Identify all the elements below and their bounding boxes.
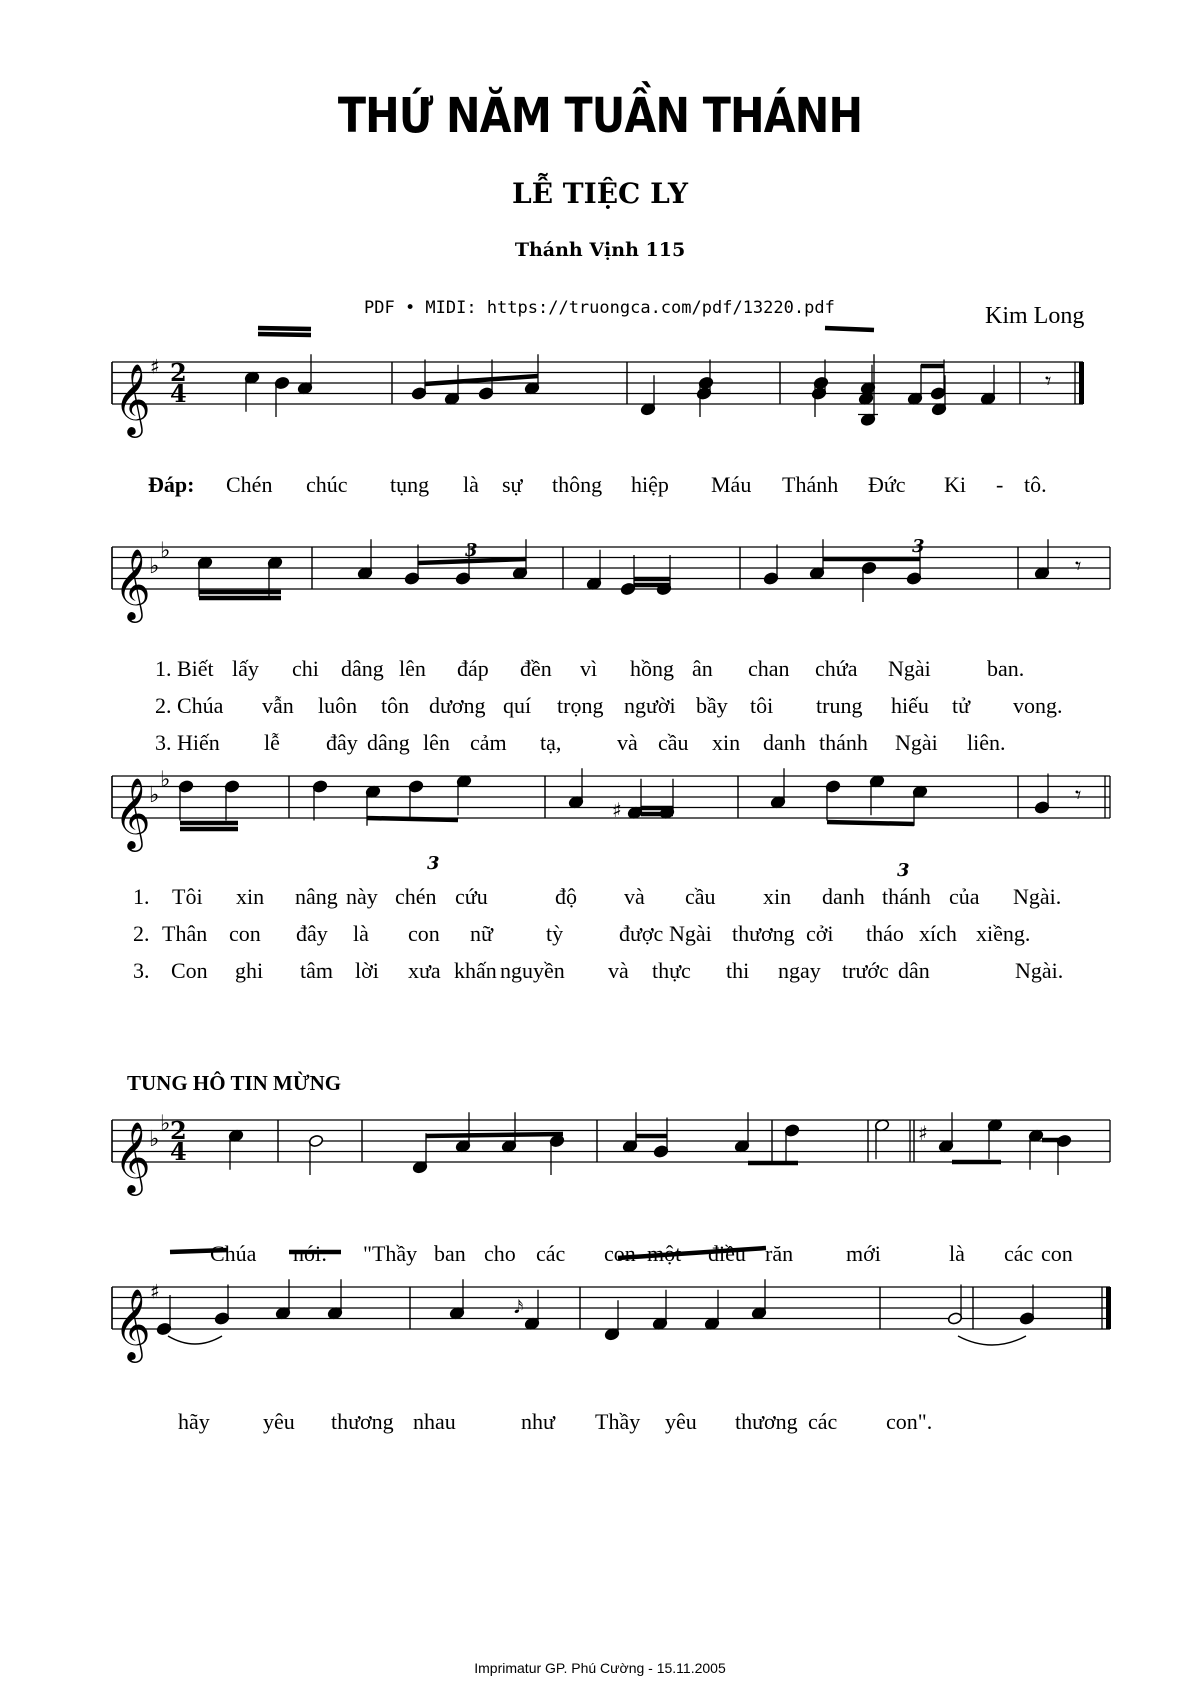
verse-b-syllable: xưa [408, 958, 441, 983]
triplet-mark: 3 [897, 860, 910, 881]
verse-a-syllable: trung [816, 693, 863, 718]
final-bar [1106, 1287, 1111, 1329]
acclamation-syllable: con [604, 1241, 636, 1266]
key-flat: ♭ [160, 1111, 171, 1137]
verse-a-syllable: người [624, 693, 676, 718]
response-syllable: Chén [226, 472, 273, 497]
verse-a-syllable: Ngài [895, 730, 938, 755]
verse-b-syllable: nguyền [500, 958, 565, 983]
eighth-rest: 𝄾 [1075, 781, 1082, 809]
verse-b-syllable: xin [236, 884, 265, 909]
key-sharp: ♯ [150, 1279, 160, 1304]
verse-a-syllable: quí [503, 693, 532, 718]
triplet-mark: 3 [427, 853, 440, 874]
verse-b-syllable: khấn [454, 958, 497, 983]
verse-b-syllable: lời [355, 958, 379, 983]
response-syllable: Đức [868, 472, 906, 497]
verse-a-syllable: luôn [318, 693, 358, 718]
verse-a-syllable: ban. [987, 656, 1025, 681]
acclamation-syllable: nói: [293, 1241, 328, 1266]
key-flat: ♭ [160, 767, 171, 793]
time-signature: 4 [170, 379, 187, 408]
response-syllable: là [463, 472, 479, 497]
verse-b-syllable: con [229, 921, 261, 946]
acclamation-syllable: thương [735, 1409, 798, 1434]
verse-b-syllable: cầu [685, 884, 716, 909]
verse-b-syllable: dân [898, 958, 930, 983]
acclamation-syllable: mới [846, 1241, 881, 1266]
key-sharp: ♯ [150, 354, 160, 379]
verse-a-syllable: tạ, [540, 730, 562, 755]
verse-b-syllable: Ngài [669, 921, 712, 946]
acclamation-syllable: một [647, 1241, 682, 1266]
verse-a-syllable: hồng [630, 656, 674, 681]
acclamation-syllable: điều [708, 1241, 746, 1266]
verse-b-syllable: chén [395, 884, 437, 909]
verse-b-syllable: xích [919, 921, 957, 946]
key-flat: ♭ [160, 538, 171, 564]
response-syllable: thông [552, 472, 603, 497]
verse-b-syllable: Thân [162, 921, 208, 946]
verse-b-syllable: 2. [133, 921, 150, 946]
verse-b-syllable: ghi [235, 958, 264, 983]
acclamation-syllable: hãy [178, 1409, 210, 1434]
verse-b-syllable: 3. [133, 958, 150, 983]
verse-a-syllable: 3. Hiến [155, 730, 220, 755]
verse-a-syllable: ân [692, 656, 713, 681]
note-beam [825, 328, 874, 330]
acclamation-syllable: ban [434, 1241, 466, 1266]
verse-b-syllable: danh [822, 884, 865, 909]
verse-b-syllable: ngay [778, 958, 821, 983]
verse-a-syllable: tôi [750, 693, 774, 718]
verse-a-syllable: tôn [381, 693, 410, 718]
verse-b-syllable: nữ [470, 921, 493, 946]
acclamation-syllable: răn [765, 1241, 794, 1266]
treble-clef-icon: 𝄞 [114, 1287, 151, 1360]
verse-b-syllable: trước [842, 958, 889, 983]
verse-b-syllable: tỳ [546, 921, 564, 946]
composer-name: Kim Long [985, 303, 1085, 329]
verse-b-syllable: tháo [866, 921, 904, 946]
response-syllable: Ki [944, 472, 966, 497]
verse-a-syllable: đây [326, 730, 358, 755]
verse-b-syllable: Tôi [172, 884, 203, 909]
verse-b-syllable: cởi [806, 921, 834, 946]
verse-a-syllable: chứa [815, 656, 858, 681]
key-flat: ♭ [149, 1127, 160, 1152]
treble-clef-icon: 𝄞 [114, 547, 151, 620]
verse-a-syllable: dâng [367, 730, 410, 755]
song-subtitle: LỄ TIỆC LY [512, 177, 688, 210]
verse-a-syllable: cảm [470, 730, 507, 755]
verse-b-syllable: độ [555, 884, 577, 909]
verse-b-syllable: và [624, 884, 645, 909]
acclamation-syllable: nhau [413, 1409, 456, 1434]
acclamation-heading: TUNG HÔ TIN MỪNG [127, 1071, 342, 1095]
verse-a-syllable: đền [520, 656, 552, 681]
verse-a-syllable: 2. Chúa [155, 693, 224, 718]
acclamation-syllable: Thầy [595, 1409, 641, 1434]
verse-a-syllable: dương [429, 693, 486, 718]
song-title: THỨ NĂM TUẦN THÁNH [337, 88, 863, 144]
verse-b-syllable: là [353, 921, 369, 946]
verse-a-syllable: xin [712, 730, 741, 755]
acclamation-syllable: các [1004, 1241, 1034, 1266]
response-syllable: hiệp [631, 472, 669, 497]
acclamation-syllable: các [536, 1241, 566, 1266]
acclamation-syllable: con". [886, 1409, 933, 1434]
acclamation-syllable: là [949, 1241, 965, 1266]
note-beam [426, 1134, 563, 1136]
verse-b-syllable: và [608, 958, 629, 983]
response-syllable: tụng [390, 472, 430, 497]
time-signature: 2 [170, 1116, 187, 1145]
acclamation-syllable: như [521, 1409, 555, 1434]
response-label: Đáp: [148, 472, 195, 497]
verse-b-syllable: được [619, 921, 664, 946]
accidental-sharp: ♯ [612, 798, 622, 822]
verse-a-syllable: vẫn [262, 693, 294, 718]
acclamation-syllable: thương [331, 1409, 394, 1434]
verse-b-syllable: Con [171, 958, 208, 983]
acclamation-syllable: cho [484, 1241, 516, 1266]
verse-a-syllable: liên. [967, 730, 1006, 755]
verse-a-syllable: chi [292, 656, 319, 681]
verse-b-syllable: cứu [455, 884, 488, 909]
verse-b-syllable: 1. [133, 884, 150, 909]
triplet-mark: 3 [465, 540, 478, 561]
note-beam [827, 822, 914, 824]
verse-b-syllable: này [346, 884, 378, 909]
treble-clef-icon: 𝄞 [114, 776, 151, 849]
verse-a-syllable: bầy [696, 693, 728, 718]
verse-b-syllable: tâm [300, 958, 333, 983]
verse-a-syllable: lên [423, 730, 450, 755]
verse-a-syllable: tử [952, 693, 971, 718]
eighth-rest: 𝄾 [1075, 552, 1082, 580]
acclamation-syllable: Chúa [210, 1241, 257, 1266]
tie [168, 1336, 222, 1344]
verse-b-syllable: thương [732, 921, 795, 946]
time-signature: 4 [170, 1137, 187, 1166]
acclamation-syllable: các [808, 1409, 838, 1434]
triplet-mark: 3 [912, 536, 925, 557]
verse-a-syllable: vong. [1013, 693, 1063, 718]
verse-b-syllable: của [949, 884, 980, 909]
verse-a-syllable: lễ [264, 730, 280, 755]
key-flat: ♭ [149, 783, 160, 808]
verse-b-syllable: thánh [882, 884, 931, 909]
verse-a-syllable: dâng [341, 656, 384, 681]
note-beam [367, 818, 458, 820]
eighth-rest: 𝄾 [1045, 367, 1052, 395]
verse-a-syllable: vì [580, 656, 598, 681]
verse-a-syllable: hiếu [891, 693, 929, 718]
note-beam [258, 334, 311, 335]
final-bar [1079, 362, 1084, 404]
response-syllable: Máu [711, 472, 752, 497]
response-syllable: chúc [306, 472, 348, 497]
verse-a-syllable: chan [748, 656, 790, 681]
response-syllable: sự [502, 472, 523, 497]
tie [958, 1336, 1026, 1345]
psalm-reference: Thánh Vịnh 115 [514, 239, 686, 261]
imprimatur-footer: Imprimatur GP. Phú Cường - 15.11.2005 [474, 1660, 726, 1676]
acclamation-syllable: yêu [665, 1409, 697, 1434]
verse-b-syllable: nâng [295, 884, 338, 909]
verse-a-syllable: danh [763, 730, 806, 755]
verse-a-syllable: 1. Biết [155, 656, 214, 681]
response-syllable: - [996, 472, 1004, 497]
verse-b-syllable: đây [296, 921, 328, 946]
note-beam [258, 328, 311, 329]
verse-a-syllable: đáp [457, 656, 489, 681]
pdf-midi-link[interactable]: PDF • MIDI: https://truongca.com/pdf/13220.pdf [364, 298, 835, 318]
verse-a-syllable: và [617, 730, 638, 755]
verse-b-syllable: thực [652, 958, 691, 983]
treble-clef-icon: 𝄞 [114, 362, 151, 435]
treble-clef-icon: 𝄞 [114, 1120, 151, 1193]
time-signature: 2 [170, 358, 187, 387]
verse-a-syllable: Ngài [888, 656, 931, 681]
response-syllable: tô. [1024, 472, 1047, 497]
verse-a-syllable: lên [399, 656, 426, 681]
grace-note: 𝅘𝅥𝅯 [514, 1297, 524, 1318]
verse-a-syllable: thánh [819, 730, 868, 755]
key-flat: ♭ [149, 554, 160, 579]
verse-a-syllable: cầu [658, 730, 689, 755]
response-syllable: Thánh [782, 472, 839, 497]
verse-b-syllable: Ngài. [1015, 958, 1064, 983]
verse-b-syllable: thi [726, 958, 750, 983]
acclamation-syllable: "Thầy [363, 1241, 418, 1266]
acclamation-syllable: con [1041, 1241, 1073, 1266]
acclamation-syllable: yêu [263, 1409, 295, 1434]
key-change-sharp: ♯ [918, 1121, 928, 1145]
verse-a-syllable: trọng [557, 693, 604, 718]
verse-a-syllable: lấy [232, 656, 259, 681]
verse-b-syllable: xiềng. [976, 921, 1031, 946]
verse-b-syllable: xin [763, 884, 792, 909]
verse-b-syllable: con [408, 921, 440, 946]
verse-b-syllable: Ngài. [1013, 884, 1062, 909]
